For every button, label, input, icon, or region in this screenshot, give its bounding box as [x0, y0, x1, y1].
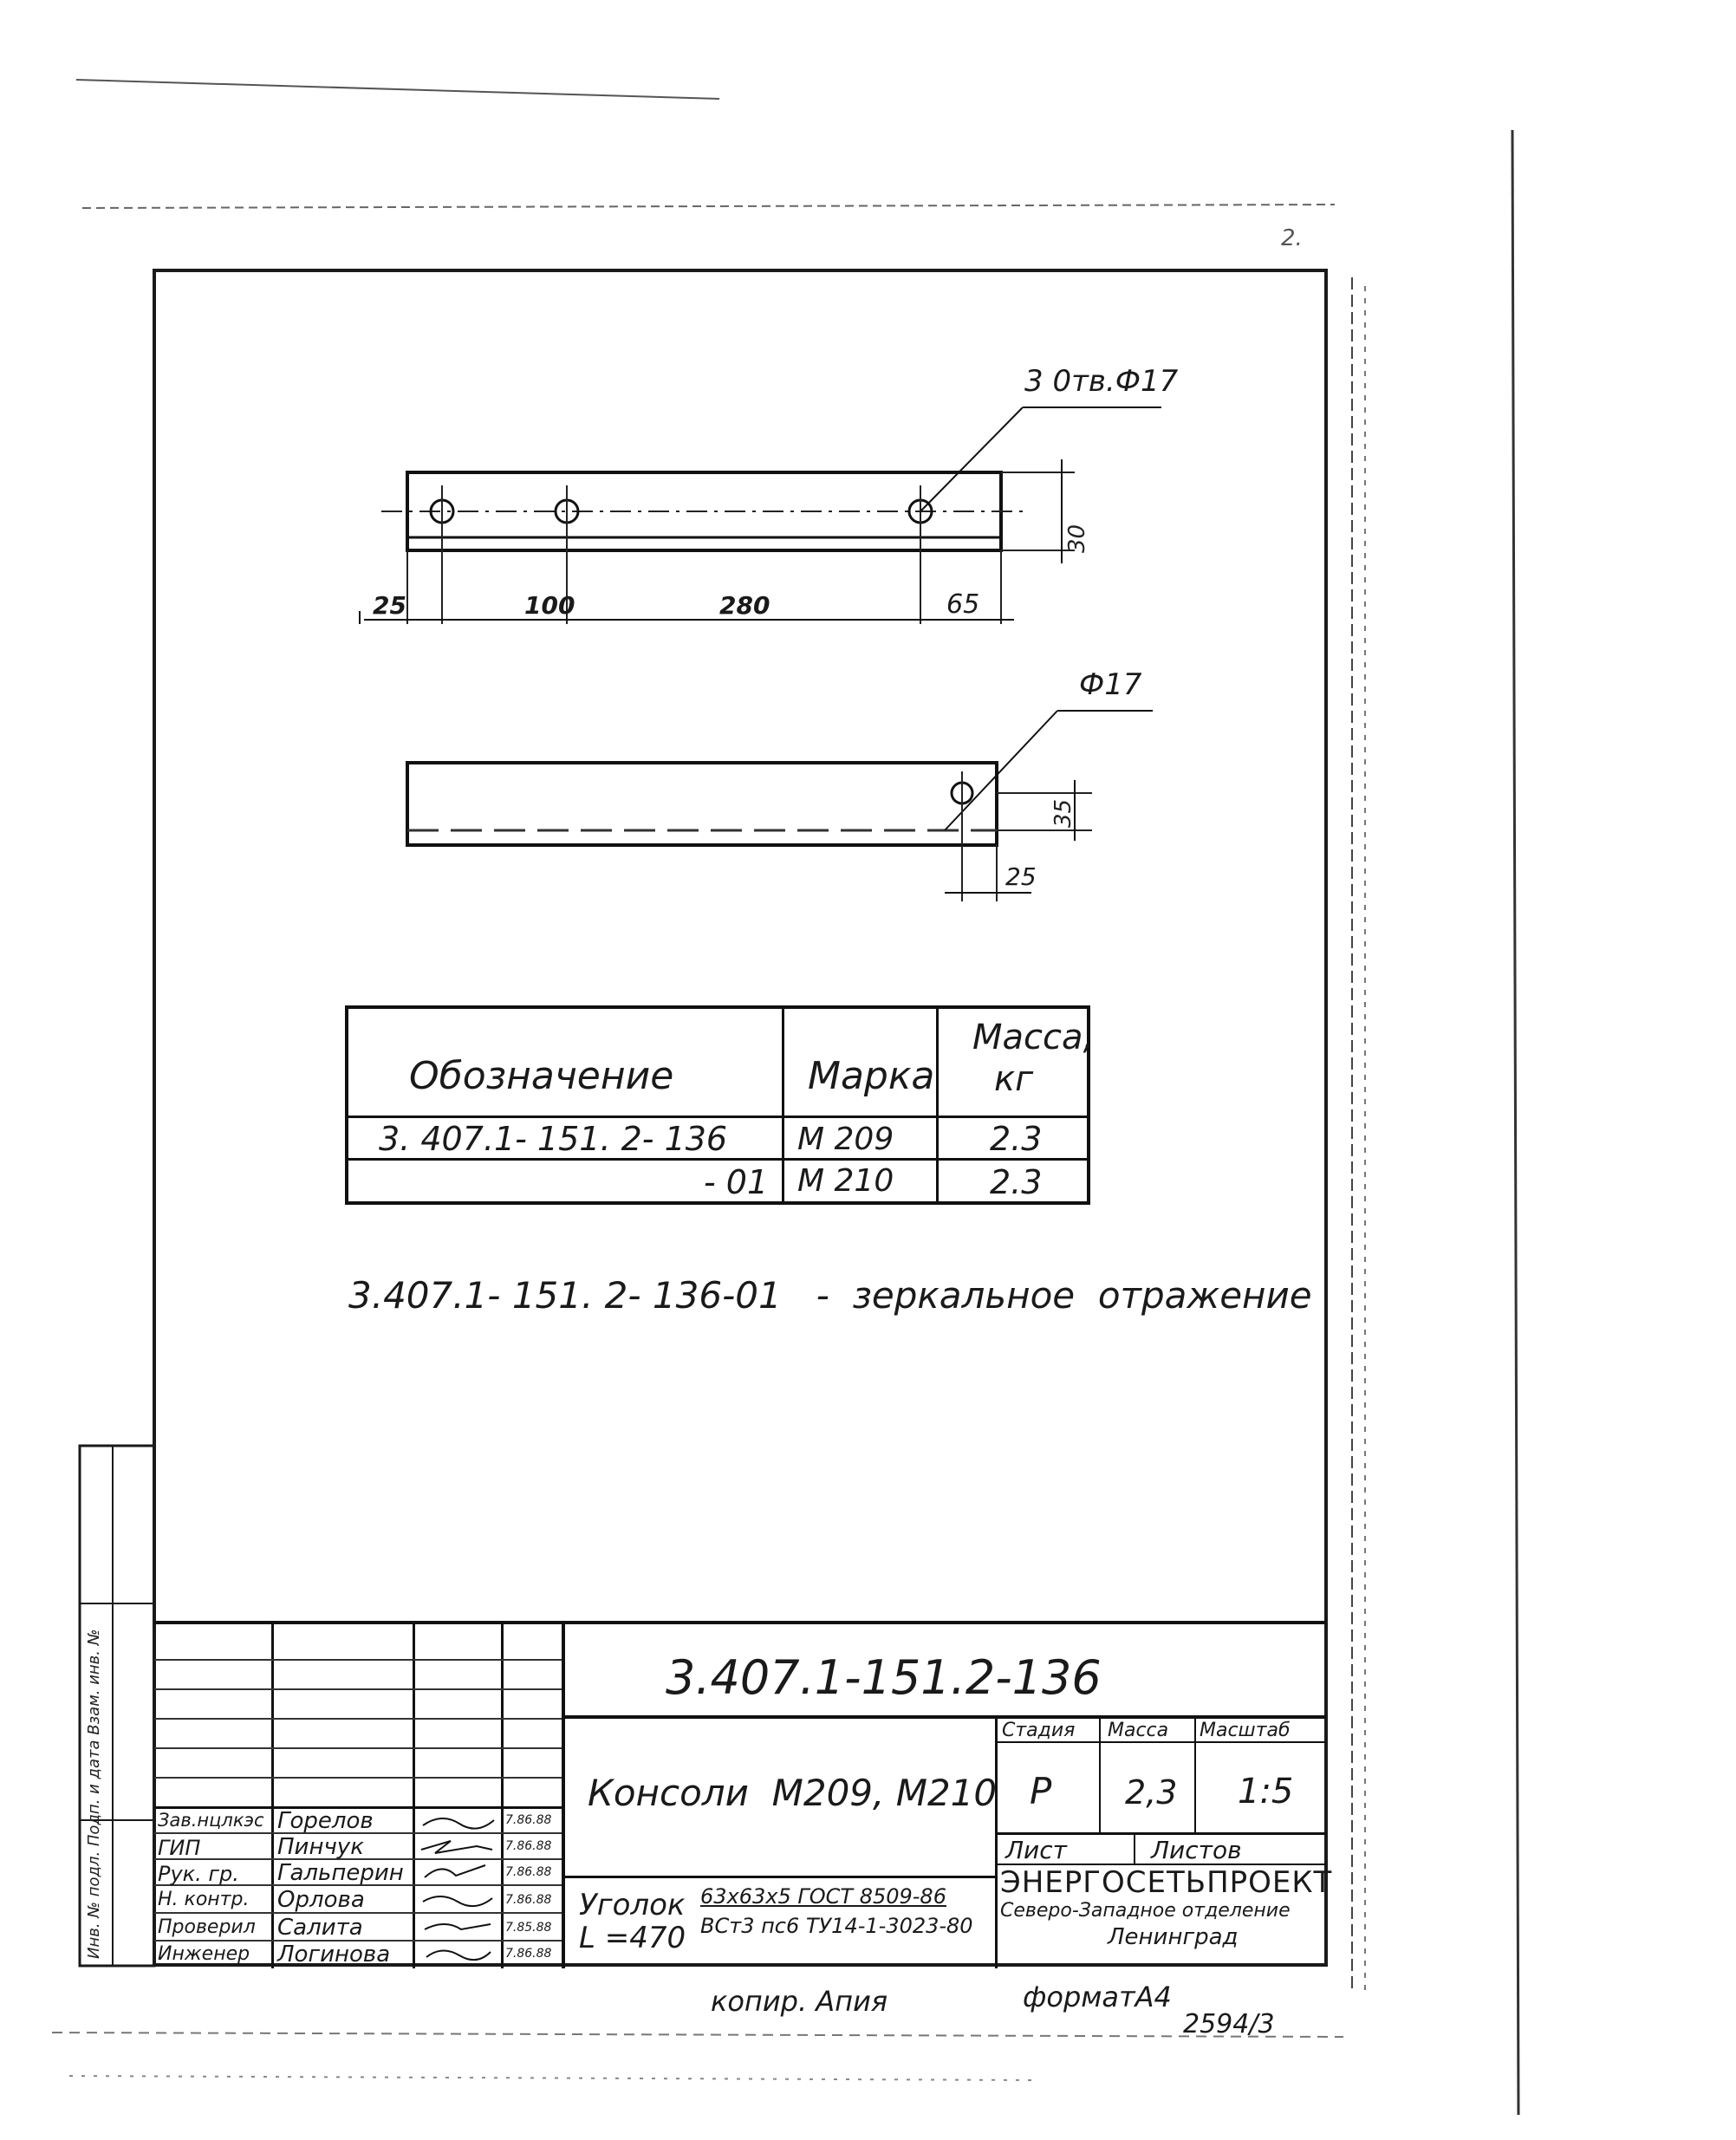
copied-by: копир. Апия — [711, 1985, 888, 2018]
signatures — [416, 1808, 499, 1968]
org-city: Ленинград — [1108, 1924, 1239, 1950]
archive-number: 2594/3 — [1183, 2009, 1275, 2039]
dim-25-side: 25 — [1005, 862, 1037, 891]
row-2-mark: М 210 — [797, 1163, 894, 1199]
title-block — [154, 1621, 1333, 1968]
staff-date-6: 7.86.88 — [505, 1947, 552, 1961]
staff-date-1: 7.86.88 — [505, 1813, 552, 1827]
format-label: форматА4 — [1023, 1981, 1172, 2013]
staff-role-6: Инженер — [158, 1943, 250, 1965]
staff-name-2: Пинчук — [277, 1834, 364, 1860]
staff-role-1: Зав.нцлкэс — [158, 1810, 264, 1831]
staff-role-2: ГИП — [158, 1836, 201, 1860]
dim-280: 280 — [719, 591, 770, 620]
staff-date-2: 7.86.88 — [505, 1839, 552, 1853]
material-length: L =470 — [579, 1921, 686, 1955]
row-1-mass: 2.3 — [990, 1120, 1043, 1158]
staff-name-4: Орлова — [277, 1887, 365, 1913]
staff-name-3: Гальперин — [277, 1860, 404, 1886]
staff-name-5: Салита — [277, 1915, 363, 1941]
stage-header: Стадия — [1002, 1720, 1076, 1741]
plate-side-outline — [407, 763, 997, 845]
staff-date-5: 7.85.88 — [505, 1921, 552, 1935]
doc-number: 3.407.1-151.2-136 — [666, 1650, 1102, 1705]
sheet-label: Лист — [1005, 1836, 1067, 1864]
mirror-note: 3.407.1- 151. 2- 136-01 - зеркальное отражение — [348, 1274, 1312, 1317]
dim-30: 30 — [1064, 524, 1090, 553]
mass-header: Масса — [1108, 1720, 1169, 1741]
spec-table — [345, 1005, 1095, 1205]
org-name: ЭНЕРГОСЕТЬПРОЕКТ — [1000, 1865, 1333, 1900]
header-mass-unit: кг — [994, 1059, 1034, 1099]
header-mark: Марка — [808, 1054, 935, 1098]
dim-65: 65 — [946, 589, 980, 620]
side-stamp: Инв. № подл. Подп. и дата Взам. инв. № — [85, 1629, 103, 1959]
header-designation: Обозначение — [409, 1054, 674, 1098]
staff-role-4: Н. контр. — [158, 1889, 250, 1910]
dim-35: 35 — [1050, 798, 1076, 828]
scale-header: Масштаб — [1200, 1720, 1291, 1741]
material-spec-1: 63х63х5 ГОСТ 8509-86 — [700, 1884, 946, 1909]
staff-date-3: 7.86.88 — [505, 1865, 552, 1879]
staff-name-1: Горелов — [277, 1808, 374, 1834]
corner-mark: 2. — [1281, 225, 1303, 251]
staff-date-4: 7.86.88 — [505, 1893, 552, 1907]
scale-value: 1:5 — [1238, 1772, 1294, 1812]
dim-100: 100 — [524, 591, 575, 620]
row-2-designation: - 01 — [704, 1163, 769, 1201]
holes-callout: 3 0тв.Ф17 — [1024, 364, 1179, 399]
drawing-title: Консоли М209, М210 — [588, 1772, 998, 1814]
staff-role-5: Проверил — [158, 1916, 256, 1938]
dim-25: 25 — [373, 591, 406, 620]
mass-value: 2,3 — [1125, 1773, 1178, 1812]
row-2-mass: 2.3 — [990, 1163, 1043, 1201]
org-branch: Северо-Западное отделение — [1000, 1900, 1291, 1922]
material-spec-2: ВСт3 пс6 ТУ14-1-3023-80 — [700, 1914, 973, 1938]
sheets-label: Листов — [1151, 1836, 1242, 1864]
staff-role-3: Рук. гр. — [158, 1862, 239, 1886]
staff-name-6: Логинова — [277, 1942, 391, 1968]
header-mass: Масса, — [972, 1018, 1095, 1057]
stage-value: Р — [1030, 1770, 1052, 1812]
row-1-designation: 3. 407.1- 151. 2- 136 — [379, 1120, 728, 1158]
material-label: Уголок — [579, 1888, 686, 1922]
hole-callout: Ф17 — [1079, 667, 1142, 702]
row-1-mark: М 209 — [797, 1122, 894, 1157]
